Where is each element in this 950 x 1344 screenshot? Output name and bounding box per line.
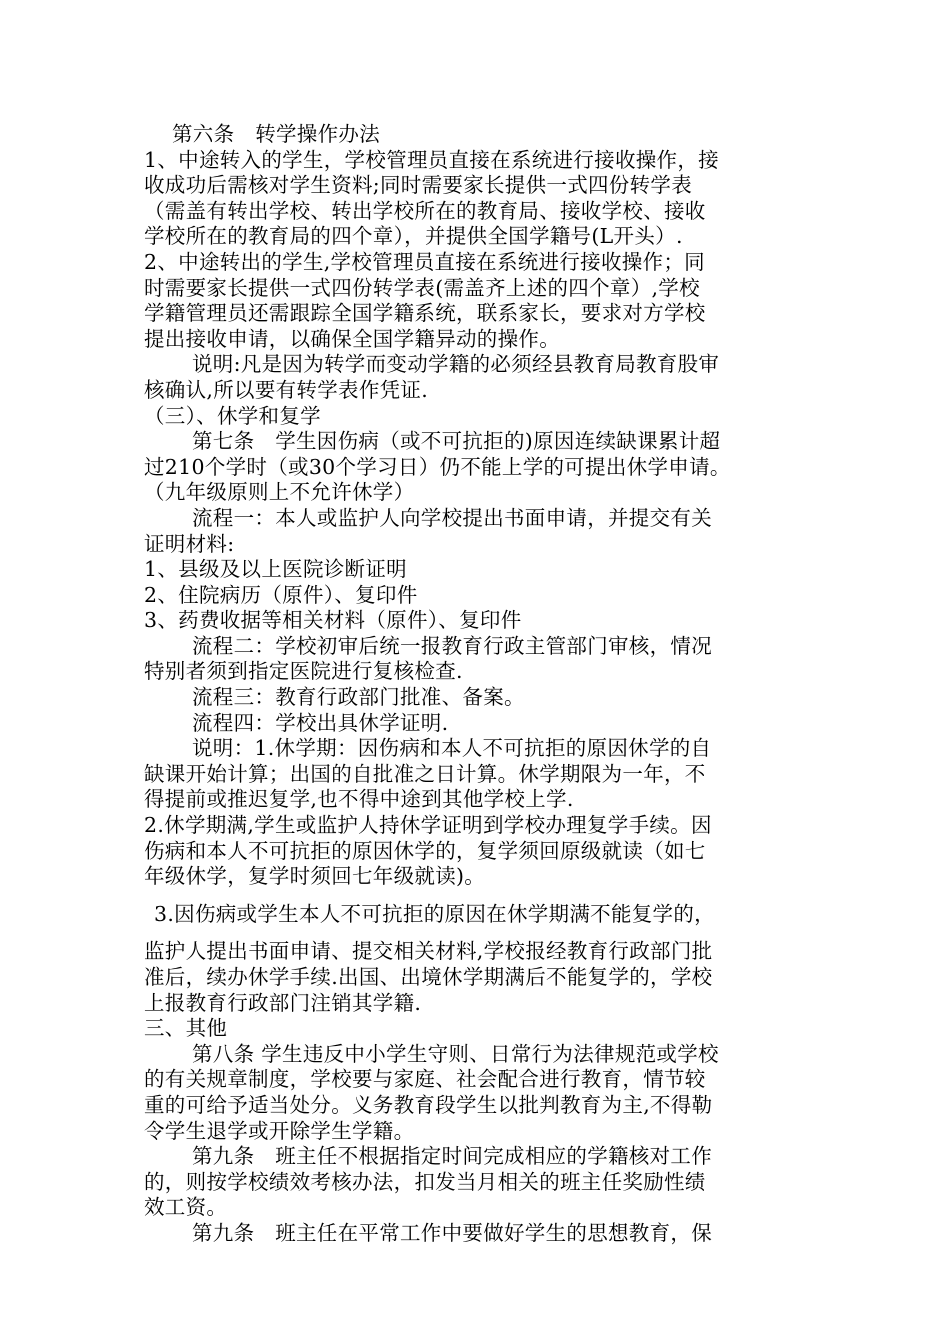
article-7-line: 第七条 学生因伤病（或不可抗拒的)原因连续缺课累计超 [192, 429, 721, 454]
text-line: （需盖有转出学校、转出学校所在的教育局、接收学校、接收 [144, 198, 706, 223]
list-item: 1、县级及以上医院诊断证明 [144, 557, 407, 582]
text-line: 效工资。 [144, 1195, 228, 1220]
text-line: 流程二：学校初审后统一报教育行政主管部门审核，情况 [192, 633, 712, 658]
list-item: 2、住院病历（原件）、复印件 [144, 582, 418, 607]
text-line: 流程四：学校出具休学证明. [192, 710, 449, 735]
text-line: 说明：1.休学期：因伤病和本人不可抗拒的原因休学的自 [192, 736, 712, 761]
text-line: 特别者须到指定医院进行复核检查. [144, 659, 463, 684]
article-6-heading: 第六条 转学操作办法 [172, 122, 380, 146]
article-9-second-line: 第九条 班主任在平常工作中要做好学生的思想教育，保 [192, 1220, 712, 1245]
text-line: 令学生退学或开除学生学籍。 [144, 1118, 415, 1143]
text-line: 流程三：教育行政部门批准、备案。 [192, 685, 525, 710]
text-line: 2.休学期满,学生或监护人持休学证明到学校办理复学手续。因 [144, 813, 712, 838]
text-line: 说明:凡是因为转学而变动学籍的必须经县教育局教育股审 [192, 352, 720, 377]
text-line: 1、中途转入的学生，学校管理员直接在系统进行接收操作，接 [144, 147, 719, 172]
text-line: 学校所在的教育局的四个章），并提供全国学籍号(L开头）. [144, 224, 683, 249]
text-line: 过210个学时（或30个学习日）仍不能上学的可提出休学申请。 [144, 454, 731, 479]
section-heading-suspension: （三）、休学和复学 [144, 403, 321, 428]
text-line: 3.因伤病或学生本人不可抗拒的原因在休学期满不能复学的， [154, 901, 715, 926]
paragraph-gap [144, 890, 808, 902]
text-line: 年级休学，复学时须回七年级就读)。 [144, 864, 486, 889]
text-line: （九年级原则上不允许休学） [144, 480, 415, 505]
article-9-line: 第九条 班主任不根据指定时间完成相应的学籍核对工作 [192, 1144, 712, 1169]
paragraph-gap [144, 927, 808, 939]
list-item: 3、药费收据等相关材料（原件）、复印件 [144, 608, 522, 633]
text-line: 2、中途转出的学生,学校管理员直接在系统进行接收操作；同 [144, 249, 705, 274]
text-line: 上报教育行政部门注销其学籍. [144, 990, 422, 1015]
text-line: 的有关规章制度，学校要与家庭、社会配合进行教育，情节较 [144, 1067, 706, 1092]
text-line: 流程一：本人或监护人向学校提出书面申请，并提交有关 [192, 505, 712, 530]
text-line: 准后，续办休学手续.出国、出境休学期满后不能复学的，学校 [144, 965, 713, 989]
text-line: 伤病和本人不可抗拒的原因休学的，复学须回原级就读（如七 [144, 838, 706, 863]
text-line: 时需要家长提供一式四份转学表(需盖齐上述的四个章）,学校 [144, 275, 700, 300]
text-line: 监护人提出书面申请、提交相关材料,学校报经教育行政部门批 [144, 939, 713, 964]
document-body [144, 122, 808, 1247]
text-line: 收成功后需核对学生资料;同时需要家长提供一式四份转学表 [144, 173, 693, 198]
text-line: 学籍管理员还需跟踪全国学籍系统，联系家长，要求对方学校 [144, 301, 706, 326]
text-line: 核确认,所以要有转学表作凭证. [144, 377, 429, 402]
text-line: 重的可给予适当处分。义务教育段学生以批判教育为主,不得勒 [144, 1092, 713, 1117]
section-heading-other: 三、其他 [144, 1016, 228, 1041]
text-line: 提出接收申请，以确保全国学籍异动的操作。 [144, 326, 560, 351]
text-line: 的，则按学校绩效考核办法，扣发当月相关的班主任奖励性绩 [144, 1169, 706, 1194]
text-line: 得提前或推迟复学,也不得中途到其他学校上学. [144, 787, 574, 812]
article-8-line: 第八条 学生违反中小学生守则、日常行为法律规范或学校 [192, 1041, 719, 1066]
text-line: 缺课开始计算；出国的自批准之日计算。休学期限为一年，不 [144, 761, 706, 786]
text-line: 证明材料: [144, 531, 235, 556]
